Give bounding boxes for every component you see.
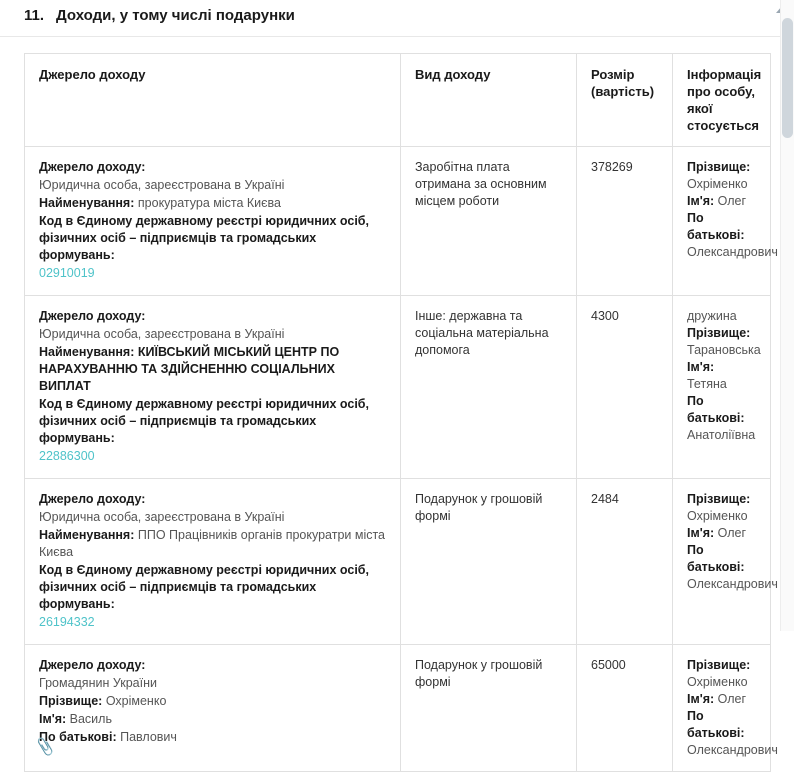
firstname-label: Ім'я: (687, 194, 715, 208)
cell-amount: 65000 (577, 645, 673, 772)
firstname-label: Ім'я: (39, 712, 67, 726)
section-number: 11. (24, 7, 45, 24)
cell-amount: 4300 (577, 296, 673, 479)
surname-value: Тарановська (687, 343, 761, 357)
name-label: Найменування: (39, 345, 135, 359)
cell-amount: 2484 (577, 479, 673, 645)
cell-type: Заробітна плата отримана за основним місцем роботи (401, 147, 577, 296)
source-value: Юридична особа, зареєстрована в Україні (39, 510, 285, 524)
cell-type: Подарунок у грошовій формі (401, 645, 577, 772)
firstname-value: Василь (69, 712, 112, 726)
source-value: Громадянин України (39, 676, 157, 690)
column-header-amount: Розмір (вартість) (577, 54, 673, 147)
patronymic-value: Олександрович (687, 577, 778, 591)
cell-person (673, 479, 778, 645)
source-label: Джерело доходу: (39, 309, 146, 323)
patronymic-label: По батькові: (39, 730, 117, 744)
source-value: Юридична особа, зареєстрована в Україні (39, 178, 285, 192)
patronymic-label: По батькові: (687, 394, 745, 425)
cell-amount: 378269 (577, 147, 673, 296)
income-table-container (0, 53, 794, 772)
name-value: ППО Працівників органів прокуратри міста Києва (39, 528, 386, 559)
code-label: Код в Єдиному державному реєстрі юридичних осіб, фізичних осіб – підприємців та громадських формувань: (39, 563, 370, 611)
name-label: Найменування: (39, 528, 135, 542)
cell-source (25, 296, 401, 479)
table-row (25, 479, 771, 645)
firstname-value: Тетяна (687, 377, 727, 391)
surname-label: Прізвище: (687, 326, 751, 340)
firstname-value: Олег (717, 526, 747, 540)
firstname-label: Ім'я: (687, 360, 715, 374)
cell-type: Інше: державна та соціальна матеріальна допомога (401, 296, 577, 479)
surname-label: Прізвище: (687, 160, 751, 174)
attachment-icon[interactable]: 📎 (34, 737, 56, 758)
surname-value: Охріменко (687, 675, 748, 689)
surname-label: Прізвище: (687, 492, 751, 506)
column-header-source: Джерело доходу (25, 54, 401, 147)
patronymic-label: По батькові: (687, 211, 745, 242)
source-label: Джерело доходу: (39, 492, 146, 506)
column-header-type: Вид доходу (401, 54, 577, 147)
table-row (25, 147, 771, 296)
surname-value: Охріменко (687, 509, 748, 523)
surname-label: Прізвище: (39, 694, 103, 708)
patronymic-value: Павлович (120, 730, 177, 744)
patronymic-value: Анатоліївна (687, 428, 756, 442)
surname-value: Охріменко (105, 694, 167, 708)
cell-source (25, 479, 401, 645)
table-header-row (25, 54, 771, 147)
cell-person (673, 645, 778, 772)
cell-source (25, 645, 401, 772)
name-label: Найменування: (39, 196, 135, 210)
cell-person (673, 296, 771, 479)
relation-value: дружина (687, 309, 737, 323)
code-label: Код в Єдиному державному реєстрі юридичних осіб, фізичних осіб – підприємців та громадських формувань: (39, 397, 370, 445)
source-value: Юридична особа, зареєстрована в Україні (39, 327, 285, 341)
firstname-label: Ім'я: (687, 526, 715, 540)
patronymic-value: Олександрович (687, 743, 778, 757)
name-value: прокуратура міста Києва (137, 196, 281, 210)
cell-source (25, 147, 401, 296)
income-table (24, 53, 778, 772)
surname-value: Охріменко (687, 177, 748, 191)
code-value[interactable]: 02910019 (39, 266, 95, 280)
source-label: Джерело доходу: (39, 658, 146, 672)
firstname-value: Олег (717, 194, 747, 208)
patronymic-label: По батькові: (687, 709, 745, 740)
firstname-label: Ім'я: (687, 692, 715, 706)
table-row (25, 645, 771, 772)
patronymic-value: Олександрович (687, 245, 778, 259)
firstname-value: Олег (717, 692, 747, 706)
code-label: Код в Єдиному державному реєстрі юридичних осіб, фізичних осіб – підприємців та громадських формувань: (39, 214, 370, 262)
name-value: КИЇВСЬКИЙ МІСЬКИЙ ЦЕНТР ПО НАРАХУВАННЮ ТА ЗДІЙСНЕННЮ СОЦІАЛЬНИХ ВИПЛАТ (39, 345, 340, 393)
column-header-person: Інформація про особу, якої стосується (673, 54, 771, 147)
code-value[interactable]: 22886300 (39, 449, 95, 463)
code-value[interactable]: 26194332 (39, 615, 95, 629)
scrollbar-thumb[interactable] (782, 18, 793, 138)
section-header (0, 0, 794, 37)
cell-type: Подарунок у грошовій формі (401, 479, 577, 645)
page-title: Доходи, у тому числі подарунки (56, 7, 295, 24)
cell-person (673, 147, 778, 296)
patronymic-label: По батькові: (687, 543, 745, 574)
source-label: Джерело доходу: (39, 160, 146, 174)
surname-label: Прізвище: (687, 658, 751, 672)
table-row (25, 296, 771, 479)
page-scrollbar[interactable] (780, 0, 794, 631)
